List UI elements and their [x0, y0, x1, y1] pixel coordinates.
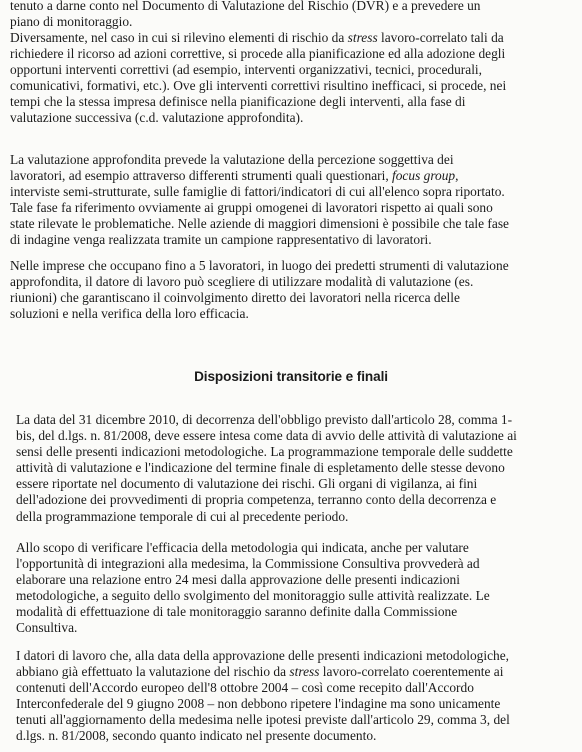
paragraph-intro-continuation — [10, 0, 574, 30]
paragraph-small-enterprises — [10, 258, 574, 322]
text-line: opportuni interventi correttivi (ad esempio, interventi organizzativi, tecnici, procedurali, — [10, 62, 482, 78]
text-line: Consultiva. — [16, 620, 78, 636]
text-line: lavoratori, ad esempio attraverso differenti strumenti quali questionari, focus group, — [10, 168, 459, 184]
paragraph-prior-assessments — [16, 648, 570, 745]
text-line: Allo scopo di verificare l'efficacia della metodologia qui indicata, anche per valutare — [16, 540, 469, 555]
italic-term: focus group — [392, 168, 456, 184]
text-line: di indagine venga realizzata tramite un campione rappresentativo di lavoratori. — [10, 232, 432, 248]
text-line: comunicativi, formativi, etc.). Ove gli interventi correttivi risultino inefficaci, si procede, nei — [10, 78, 507, 94]
text-line: modalità di effettuazione di tale monitoraggio saranno definite dalla Commissione — [16, 604, 458, 620]
paragraph-transitional-date — [16, 412, 570, 525]
section-heading: Disposizioni transitorie e finali — [194, 369, 388, 384]
text-line: valutazione successiva (c.d. valutazione approfondita). — [10, 110, 304, 126]
text-line: dell'adozione dei provvedimenti di propria competenza, terranno conto della decorrenza e — [16, 492, 497, 508]
text-line: della programmazione temporale di cui al precedente periodo. — [16, 508, 349, 524]
text-line: piano di monitoraggio. — [10, 14, 133, 30]
text-line: interviste semi-strutturate, sulle famiglie di fattori/indicatori di cui all'elenco sopra riportato. — [10, 184, 505, 200]
text-line: essere riportate nel documento di valutazione dei rischi. Gli organi di vigilanza, ai fini — [16, 476, 478, 492]
text-line: tempi che la stessa impresa definisce nella pianificazione degli interventi, alla fase di — [10, 94, 466, 110]
text-line: d.lgs. n. 81/2008, secondo quanto indicato nel presente documento. — [16, 728, 377, 744]
text-line: Nelle imprese che occupano fino a 5 lavoratori, in luogo dei predetti strumenti di valutazione — [10, 258, 509, 273]
text-line: abbiano già effettuato la valutazione del rischio da stress lavoro-correlato coerentemente ai — [16, 664, 504, 680]
text-line: I datori di lavoro che, alla data della approvazione delle presenti indicazioni metodologiche, — [16, 648, 510, 663]
paragraph-monitoring-commission — [16, 540, 570, 637]
paragraph-in-depth-evaluation — [10, 152, 574, 249]
italic-term: stress — [289, 664, 320, 680]
text-line: metodologiche, a seguito dello svolgimento del monitoraggio sulle attività realizzate. Le — [16, 588, 490, 604]
text-line: tenuti all'aggiornamento della medesima nelle ipotesi previste dall'articolo 29, comma 3, del — [16, 712, 510, 728]
text-line: riunioni) che garantiscano il coinvolgimento diretto dei lavoratori nella ricerca delle — [10, 290, 460, 306]
text-line: La data del 31 dicembre 2010, di decorrenza dell'obbligo previsto dall'articolo 28, comma 1- — [16, 412, 513, 427]
italic-term: stress — [347, 30, 378, 45]
text-line: richiedere il ricorso ad azioni correttive, si procede alla pianificazione ed alla adozione degli — [10, 46, 506, 62]
text-line: Diversamente, nel caso in cui si rilevino elementi di rischio da stress lavoro-correlato tali da — [10, 30, 504, 45]
text-line: bis, del d.lgs. n. 81/2008, deve essere intesa come data di avvio delle attività di valutazione ai — [16, 428, 517, 444]
text-line: l'opportunità di integrazioni alla medesima, la Commissione Consultiva provvederà ad — [16, 556, 480, 572]
text-line: Tale fase fa riferimento ovviamente ai gruppi omogenei di lavoratori rispetto ai quali sono — [10, 200, 493, 216]
text-line: Interconfederale del 9 giugno 2008 – non debbono ripetere l'indagine ma sono unicamente — [16, 696, 501, 712]
text-line: state rilevate le problematiche. Nelle aziende di maggiori dimensioni è possibile che tale fase — [10, 216, 509, 232]
text-line: soluzioni e nella verifica della loro efficacia. — [10, 306, 249, 322]
text-line: tenuto a darne conto nel Documento di Valutazione del Rischio (DVR) e a prevedere un — [10, 0, 481, 13]
text-line: contenuti dell'Accordo europeo dell'8 ottobre 2004 – così come recepito dall'Accordo — [16, 680, 474, 696]
paragraph-corrective-actions — [10, 30, 574, 127]
text-line: approfondita, il datore di lavoro può scegliere di utilizzare modalità di valutazione (es. — [10, 274, 474, 290]
text-line: sensi delle presenti indicazioni metodologiche. La programmazione temporale delle suddette — [16, 444, 513, 460]
text-line: elaborare una relazione entro 24 mesi dalla approvazione delle presenti indicazioni — [16, 572, 460, 588]
text-line: attività di valutazione e l'indicazione del termine finale di espletamento delle stesse devono — [16, 460, 505, 476]
text-line: La valutazione approfondita prevede la valutazione della percezione soggettiva dei — [10, 152, 454, 167]
